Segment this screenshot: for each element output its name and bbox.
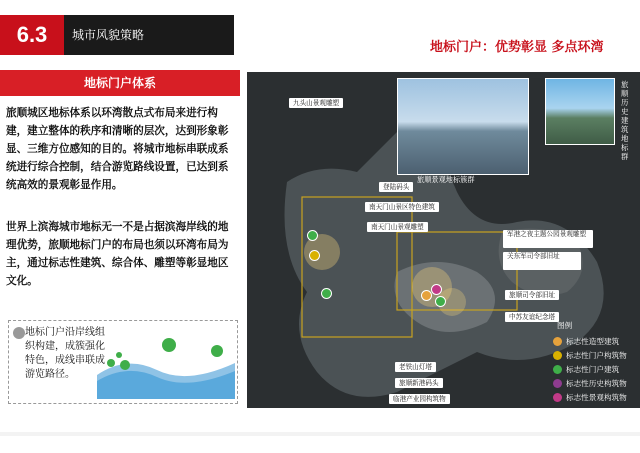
- vertical-caption: 旅顺历史建筑地标群: [621, 80, 629, 161]
- callout-box: [8, 320, 238, 404]
- landmark-marker-icon: [321, 288, 332, 299]
- legend-item: 标志性景观构筑物: [553, 390, 627, 404]
- legend-color-icon: [553, 379, 562, 388]
- callout-text: 地标门户沿岸线组织构建，成簇强化特色，成线串联成游览路径。: [25, 327, 105, 380]
- landmark-map: [247, 72, 640, 408]
- legend-item: 标志性造型建筑: [553, 334, 627, 348]
- landmark-marker-icon: [307, 230, 318, 241]
- section-number: 6.3: [0, 15, 64, 55]
- paragraph-2: 世界上滨海城市地标无一不是占据滨海岸线的地理优势，旅顺地标门户的布局也须以环湾布局为主，通过标志性建筑、综合体、雕塑等彰显地区文化。: [6, 221, 229, 287]
- legend-color-icon: [553, 337, 562, 346]
- map-label: 关东军司令部旧址: [503, 252, 581, 270]
- map-label: 军港之夜主题公园景观雕塑: [503, 230, 593, 248]
- landmark-photo: [397, 78, 529, 175]
- legend-item: 标志性门户构筑物: [553, 348, 627, 362]
- landmark-marker-icon: [435, 296, 446, 307]
- legend-color-icon: [553, 365, 562, 374]
- landmark-marker-icon: [309, 250, 320, 261]
- legend-item: 标志性历史构筑物: [553, 376, 627, 390]
- photo-caption: 旅顺景观地标簇群: [417, 175, 475, 184]
- map-label: 南天门山景区特色建筑: [365, 202, 439, 212]
- footer-strip: [0, 432, 640, 436]
- map-label: 旅顺司令部旧址: [505, 290, 559, 300]
- map-label: 南天门山景观雕塑: [367, 222, 428, 232]
- gray-dot-icon: [13, 327, 25, 339]
- section-title: 城市风貌策略: [64, 15, 234, 55]
- map-label: 九头山景观雕塑: [289, 98, 343, 108]
- legend-title: 图例: [557, 321, 573, 330]
- map-label: 老铁山灯塔: [395, 362, 436, 372]
- panel-title: 地标门户体系: [0, 70, 240, 96]
- landmark-marker-icon: [431, 284, 442, 295]
- headline: 地标门户：优势彰显 多点环湾: [430, 40, 604, 55]
- map-label: 中苏友谊纪念塔: [505, 312, 559, 322]
- map-label: 登陆码头: [379, 182, 413, 192]
- map-label: 旅顺新港码头: [395, 378, 443, 388]
- legend-color-icon: [553, 351, 562, 360]
- legend-color-icon: [553, 393, 562, 402]
- legend: [553, 334, 627, 404]
- map-label: 临港产业园构筑物: [389, 394, 450, 404]
- coastline-diagram: [97, 325, 235, 399]
- legend-item: 标志性门户建筑: [553, 362, 627, 376]
- history-photo: [545, 78, 615, 145]
- landmark-marker-icon: [421, 290, 432, 301]
- paragraph-1: 旅顺城区地标体系以环湾散点式布局来进行构建，建立整体的秩序和清晰的层次，达到形象彰显、三维方位感知的目的。将城市地标串联成系统进行综合控制，结合游览路线设置，已达到系统高效的景观彰显作用。: [6, 107, 229, 191]
